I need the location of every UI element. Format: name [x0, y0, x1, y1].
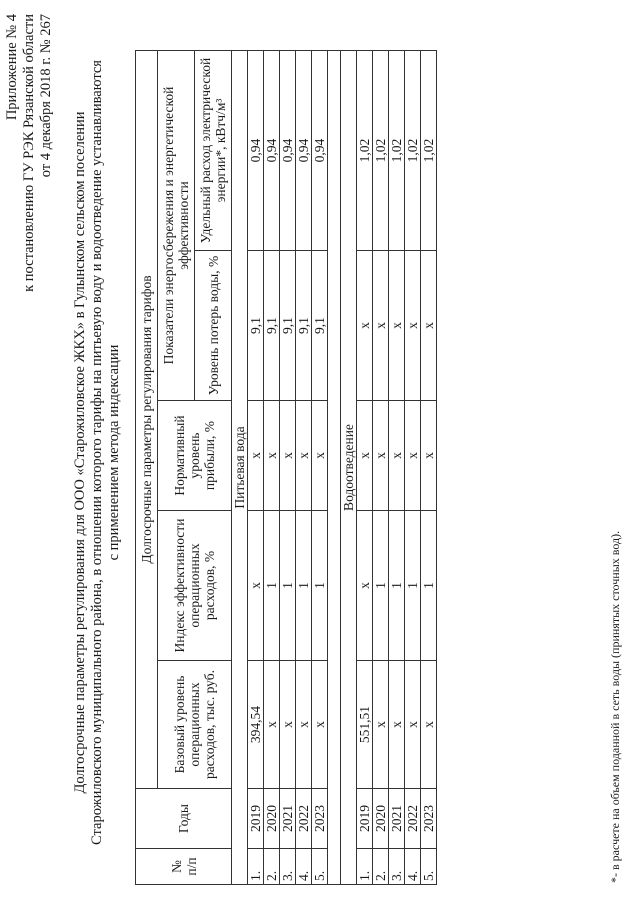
- cell-loss: х: [389, 251, 405, 401]
- cell-profit: х: [296, 401, 312, 511]
- cell-profit: х: [248, 401, 264, 511]
- cell-index: 1: [405, 511, 421, 661]
- parameters-table: [135, 50, 437, 885]
- cell-consumption: 0,94: [296, 51, 312, 251]
- cell-year: 2023: [312, 789, 328, 849]
- cell-profit: х: [357, 401, 373, 511]
- cell-consumption: 1,02: [389, 51, 405, 251]
- cell-consumption: 0,94: [280, 51, 296, 251]
- cell-consumption: 1,02: [357, 51, 373, 251]
- cell-loss: 9,1: [280, 251, 296, 401]
- table-row: [296, 51, 312, 885]
- title-line-1: Долгосрочные параметры регулирования для ООО «Старожиловское ЖКХ» в Гулынском сельском поселении: [72, 111, 88, 794]
- footnote: *- в расчете на объем поданной в сеть воды (принятых сточных вод).: [608, 530, 622, 883]
- cell-index: 1: [421, 511, 437, 661]
- cell-consumption: 0,94: [312, 51, 328, 251]
- table-row: [389, 51, 405, 885]
- table-row: [357, 51, 373, 885]
- cell-loss: 9,1: [248, 251, 264, 401]
- cell-base: х: [312, 661, 328, 789]
- header-consumption: Удельный расход электрической энергии*, кВтч/м³: [195, 51, 232, 251]
- cell-profit: х: [264, 401, 280, 511]
- cell-index: 1: [280, 511, 296, 661]
- cell-base: 394,54: [248, 661, 264, 789]
- cell-index: 1: [264, 511, 280, 661]
- cell-base: х: [389, 661, 405, 789]
- header-group: Долгосрочные параметры регулирования тарифов: [136, 51, 158, 789]
- title-line-2: Старожиловского муниципального района, в отношении которого тарифы на питьевую воду и водоотведение устанавливаются: [89, 60, 105, 845]
- table-row: [280, 51, 296, 885]
- cell-base: х: [373, 661, 389, 789]
- cell-profit: х: [312, 401, 328, 511]
- cell-base: х: [405, 661, 421, 789]
- cell-loss: 9,1: [264, 251, 280, 401]
- cell-loss: х: [357, 251, 373, 401]
- header-energy-group: Показатели энергосбережения и энергетической эффективности: [158, 51, 195, 401]
- cell-year: 2021: [389, 789, 405, 849]
- cell-loss: х: [421, 251, 437, 401]
- appendix-number: Приложение № 4: [4, 14, 20, 121]
- cell-num: 5.: [421, 849, 437, 885]
- section-title: Питьевая вода: [232, 51, 248, 885]
- table-row: [373, 51, 389, 885]
- section-header-row: [232, 51, 248, 885]
- cell-consumption: 0,94: [248, 51, 264, 251]
- cell-profit: х: [421, 401, 437, 511]
- cell-num: 1.: [357, 849, 373, 885]
- appendix-header: [4, 14, 55, 292]
- table-row: [421, 51, 437, 885]
- table-row: [248, 51, 264, 885]
- table-row: [405, 51, 421, 885]
- section-gap-cell: [328, 51, 341, 885]
- cell-year: 2023: [421, 789, 437, 849]
- cell-num: 2.: [373, 849, 389, 885]
- cell-num: 4.: [296, 849, 312, 885]
- cell-index: 1: [373, 511, 389, 661]
- header-index: Индекс эффективности операционных расходов, %: [158, 511, 232, 661]
- cell-profit: х: [405, 401, 421, 511]
- cell-year: 2022: [296, 789, 312, 849]
- cell-loss: 9,1: [312, 251, 328, 401]
- title-line-3: с применением метода индексации: [106, 344, 122, 561]
- header-profit: Нормативный уровень прибыли, %: [158, 401, 232, 511]
- cell-base: х: [280, 661, 296, 789]
- cell-year: 2019: [357, 789, 373, 849]
- table-row: [264, 51, 280, 885]
- cell-loss: 9,1: [296, 251, 312, 401]
- header-year: Годы: [136, 789, 232, 849]
- cell-index: 1: [312, 511, 328, 661]
- cell-num: 5.: [312, 849, 328, 885]
- section-header-row: [341, 51, 357, 885]
- header-num: № п/п: [136, 849, 232, 885]
- cell-loss: х: [405, 251, 421, 401]
- table-row: [312, 51, 328, 885]
- cell-year: 2020: [264, 789, 280, 849]
- header-loss: Уровень потерь воды, %: [195, 251, 232, 401]
- cell-profit: х: [389, 401, 405, 511]
- cell-num: 3.: [389, 849, 405, 885]
- cell-index: х: [357, 511, 373, 661]
- table-body: [232, 51, 437, 885]
- appendix-date: от 4 декабря 2018 г. № 267: [38, 14, 54, 178]
- header-base: Базовый уровень операционных расходов, тыс. руб.: [158, 661, 232, 789]
- cell-year: 2021: [280, 789, 296, 849]
- cell-base: х: [296, 661, 312, 789]
- cell-profit: х: [373, 401, 389, 511]
- section-gap: [328, 51, 341, 885]
- cell-year: 2022: [405, 789, 421, 849]
- cell-base: х: [421, 661, 437, 789]
- appendix-decree: к постановлению ГУ РЭК Рязанской области: [21, 14, 37, 292]
- cell-consumption: 1,02: [405, 51, 421, 251]
- cell-index: х: [248, 511, 264, 661]
- cell-profit: х: [280, 401, 296, 511]
- document-title: [72, 40, 123, 865]
- cell-loss: х: [373, 251, 389, 401]
- cell-consumption: 0,94: [264, 51, 280, 251]
- cell-index: 1: [389, 511, 405, 661]
- cell-index: 1: [296, 511, 312, 661]
- cell-num: 3.: [280, 849, 296, 885]
- cell-num: 4.: [405, 849, 421, 885]
- cell-num: 1.: [248, 849, 264, 885]
- cell-consumption: 1,02: [421, 51, 437, 251]
- cell-base: х: [264, 661, 280, 789]
- cell-year: 2020: [373, 789, 389, 849]
- section-title: Водоотведение: [341, 51, 357, 885]
- cell-base: 551,51: [357, 661, 373, 789]
- cell-consumption: 1,02: [373, 51, 389, 251]
- cell-year: 2019: [248, 789, 264, 849]
- cell-num: 2.: [264, 849, 280, 885]
